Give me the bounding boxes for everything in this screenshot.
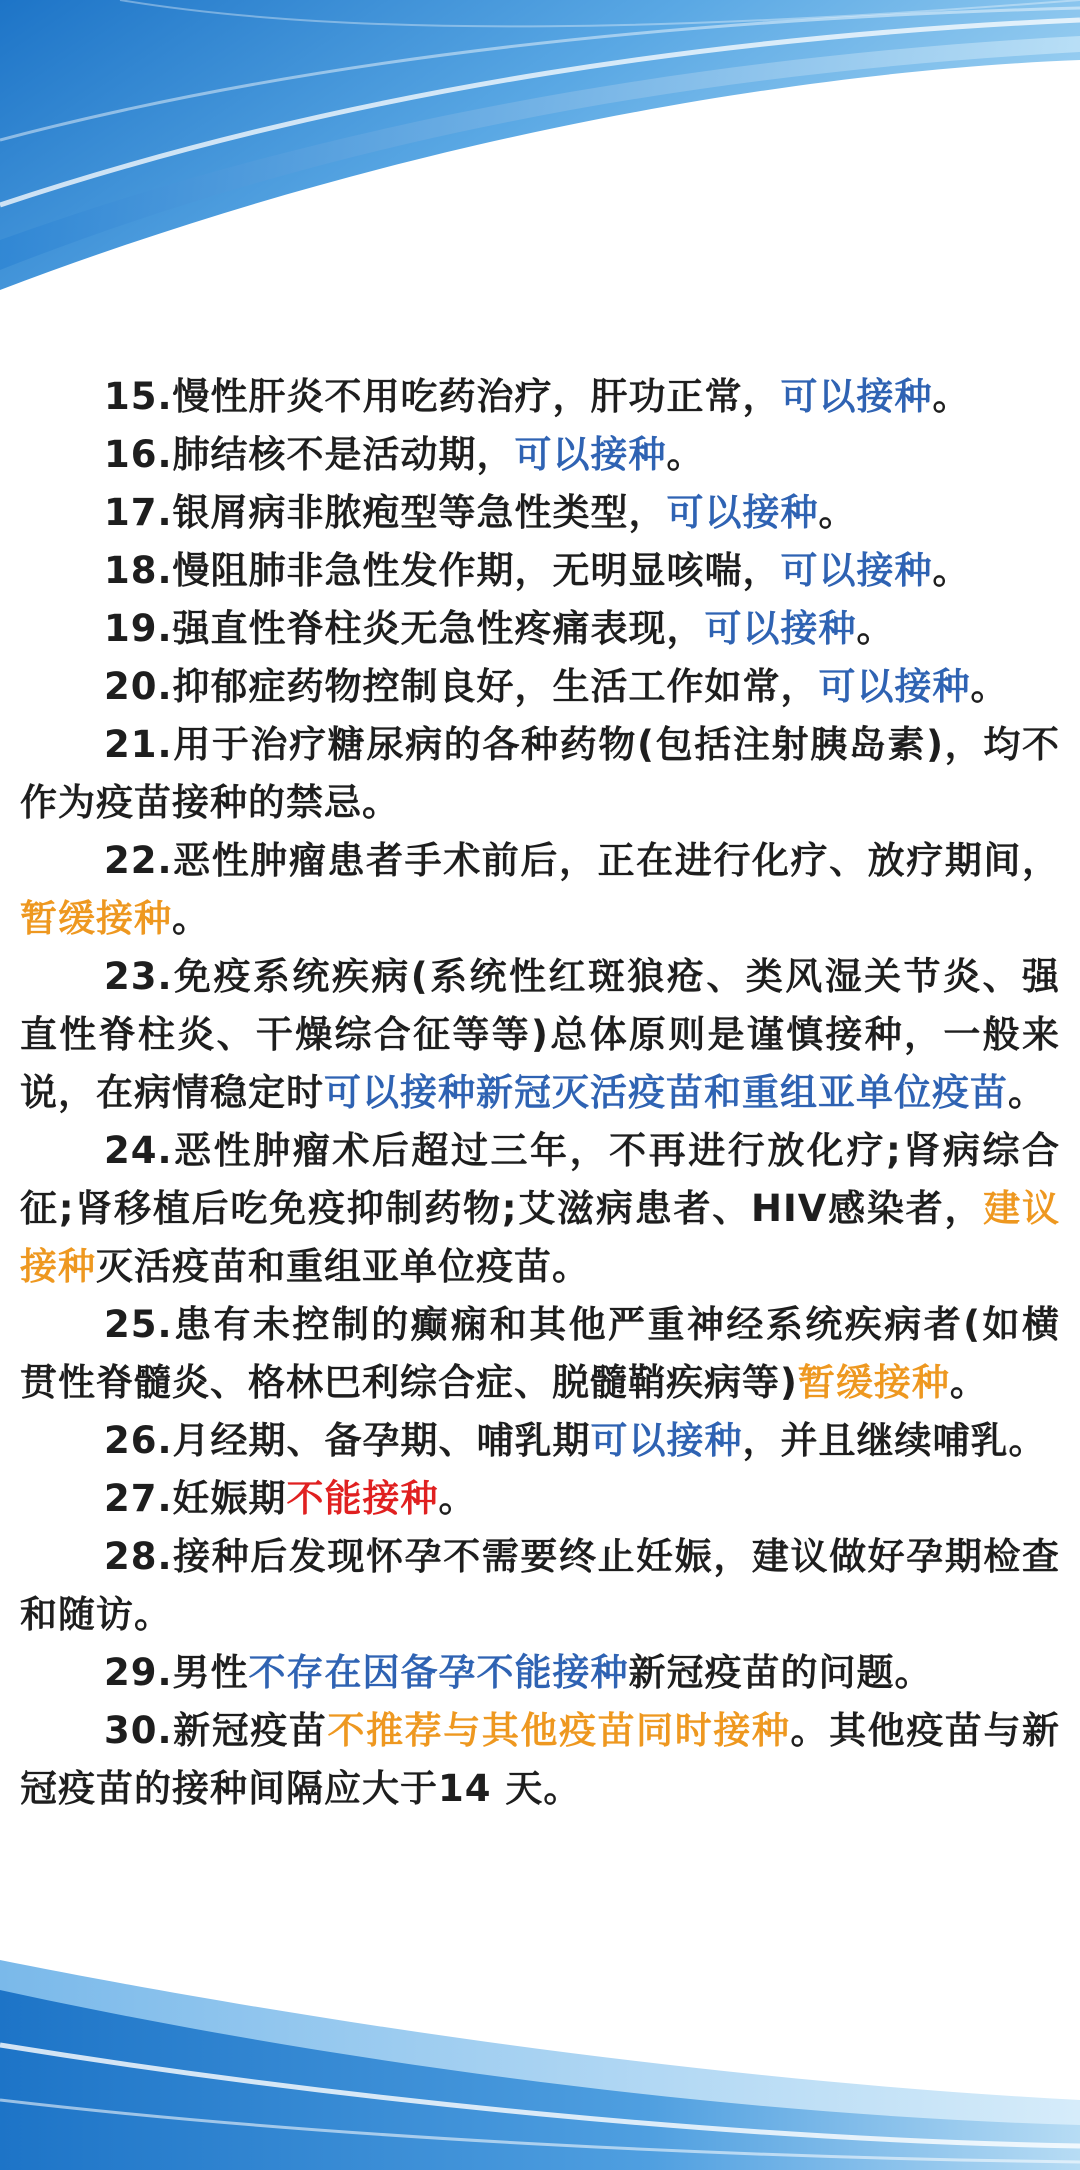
item-text: 16.肺结核不是活动期， xyxy=(104,433,515,476)
item-text: 。 xyxy=(970,665,1009,708)
item-text: 15.慢性肝炎不用吃药治疗，肝功正常， xyxy=(104,375,781,418)
item-text: 。 xyxy=(856,607,895,650)
guidance-item xyxy=(20,658,1060,716)
highlight-text: 建议接种 xyxy=(20,1187,1061,1288)
item-text: 。 xyxy=(172,897,210,940)
item-text: 。 xyxy=(932,549,971,592)
item-text: 20.抑郁症药物控制良好，生活工作如常， xyxy=(104,665,819,708)
highlight-text: 可以接种 xyxy=(590,1419,743,1462)
item-text: 。 xyxy=(1008,1071,1046,1114)
guidance-item xyxy=(20,600,1060,658)
guidance-item xyxy=(20,716,1060,832)
item-text: 。 xyxy=(818,491,857,534)
highlight-text: 可以接种 xyxy=(780,549,933,592)
item-text: 21.用于治疗糖尿病的各种药物(包括注射胰岛素)，均不作为疫苗接种的禁忌。 xyxy=(20,723,1060,824)
guidance-item xyxy=(20,1702,1060,1818)
guidance-item xyxy=(20,1644,1060,1702)
item-text: 28.接种后发现怀孕不需要终止妊娠，建议做好孕期检查和随访。 xyxy=(20,1535,1060,1636)
guidance-item xyxy=(20,542,1060,600)
highlight-text: 可以接种 xyxy=(780,375,933,418)
highlight-text: 暂缓接种 xyxy=(20,897,172,940)
guidance-item xyxy=(20,426,1060,484)
item-text: 23.免疫系统疾病(系统性红斑狼疮、类风湿关节炎、强直性脊柱炎、干燥综合征等等)总体原则是谨慎接种，一般来说，在病情稳定时 xyxy=(20,955,1060,1114)
item-text: 29.男性 xyxy=(104,1651,249,1694)
top-wave-decoration xyxy=(0,0,1080,320)
highlight-text: 可以接种新冠灭活疫苗和重组亚单位疫苗 xyxy=(324,1071,1008,1114)
bottom-wave-decoration xyxy=(0,1950,1080,2170)
highlight-text: 可以接种 xyxy=(818,665,971,708)
item-text: 17.银屑病非脓疱型等急性类型， xyxy=(104,491,667,534)
guidance-item xyxy=(20,1412,1060,1470)
vaccination-guidance-list xyxy=(20,368,1060,1818)
item-text: 新冠疫苗的问题。 xyxy=(628,1651,933,1694)
item-text: 27.妊娠期 xyxy=(104,1477,287,1520)
item-text: 22.恶性肿瘤患者手术前后，正在进行化疗、放疗期间， xyxy=(104,839,1060,882)
item-text: 24.恶性肿瘤术后超过三年，不再进行放化疗;肾病综合征;肾移植后吃免疫抑制药物;艾滋病患者、HIV感染者， xyxy=(20,1129,1060,1230)
item-text: 。 xyxy=(438,1477,477,1520)
item-text: 30.新冠疫苗 xyxy=(104,1709,328,1752)
item-text: 19.强直性脊柱炎无急性疼痛表现， xyxy=(104,607,705,650)
item-text: 26.月经期、备孕期、哺乳期 xyxy=(104,1419,591,1462)
guidance-item xyxy=(20,948,1060,1122)
highlight-text: 不存在因备孕不能接种 xyxy=(248,1651,629,1694)
guidance-item xyxy=(20,1296,1060,1412)
guidance-item xyxy=(20,832,1060,948)
highlight-text: 暂缓接种 xyxy=(797,1361,950,1404)
guidance-item xyxy=(20,1528,1060,1644)
item-text: 。 xyxy=(666,433,705,476)
guidance-item xyxy=(20,1122,1060,1296)
item-text: 。 xyxy=(949,1361,988,1404)
highlight-text: 可以接种 xyxy=(514,433,667,476)
item-text: 18.慢阻肺非急性发作期，无明显咳喘， xyxy=(104,549,781,592)
guidance-item xyxy=(20,1470,1060,1528)
item-text: 灭活疫苗和重组亚单位疫苗。 xyxy=(96,1245,590,1288)
item-text: 。 xyxy=(932,375,971,418)
highlight-text: 可以接种 xyxy=(704,607,857,650)
highlight-text: 不能接种 xyxy=(286,1477,439,1520)
item-text: ，并且继续哺乳。 xyxy=(742,1419,1047,1462)
highlight-text: 不推荐与其他疫苗同时接种 xyxy=(327,1709,791,1752)
guidance-item xyxy=(20,484,1060,542)
item-text: 。其他疫苗与新冠疫苗的接种间隔应大于14 天。 xyxy=(20,1709,1061,1810)
item-text: 25.患有未控制的癫痫和其他严重神经系统疾病者(如横贯性脊髓炎、格林巴利综合症、脱髓鞘疾病等) xyxy=(20,1303,1060,1404)
highlight-text: 可以接种 xyxy=(666,491,819,534)
guidance-item xyxy=(20,368,1060,426)
